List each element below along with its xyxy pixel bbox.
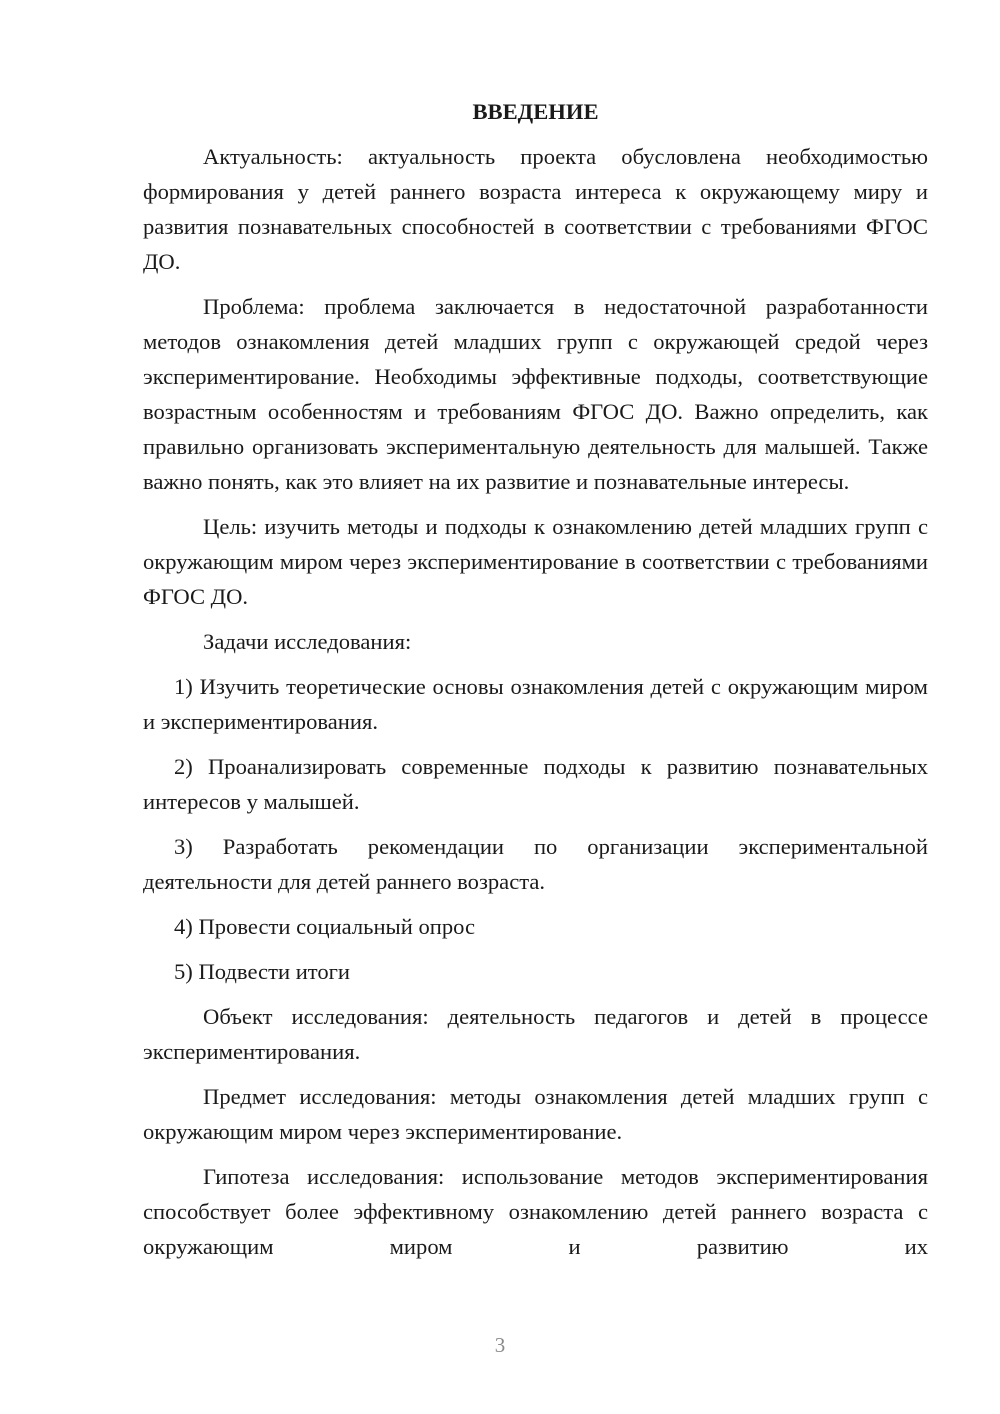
page-content	[143, 94, 928, 1264]
paragraph-tasks-heading: Задачи исследования:	[203, 629, 412, 654]
section-heading: ВВЕДЕНИЕ	[472, 99, 599, 124]
paragraph-relevance: Актуальность: актуальность проекта обусловлена необходимостью формирования у детей раннего возраста интереса к окружающему миру и развития познавательных способностей в соответствии с требованиями ФГОС ДО.	[143, 144, 928, 274]
page-number: 3	[494, 1333, 506, 1357]
paragraph-problem: Проблема: проблема заключается в недостаточной разработанности методов ознакомления детей младших групп с окружающей средой через экспериментирование. Необходимы эффективные подходы, соответствующие возрастным особенностям и требованиям ФГОС ДО. Важно определить, как правильно организовать экспериментальную деятельность для малышей. Также важно понять, как это влияет на их развитие и познавательные интересы.	[143, 294, 928, 494]
paragraph-goal: Цель: изучить методы и подходы к ознакомлению детей младших групп с окружающим миром через экспериментирование в соответствии с требованиями ФГОС ДО.	[143, 514, 928, 609]
task-item-4: 4) Провести социальный опрос	[174, 914, 476, 939]
paragraph-object: Объект исследования: деятельность педагогов и детей в процессе экспериментирования.	[143, 1004, 928, 1064]
task-item-2: 2) Проанализировать современные подходы к развитию познавательных интересов у малышей.	[143, 754, 928, 814]
task-item-1: 1) Изучить теоретические основы ознакомления детей с окружающим миром и экспериментирования.	[143, 674, 928, 734]
paragraph-subject: Предмет исследования: методы ознакомления детей младших групп с окружающим миром через экспериментирование.	[143, 1084, 928, 1144]
task-item-5: 5) Подвести итоги	[174, 959, 351, 984]
task-item-3: 3) Разработать рекомендации по организации экспериментальной деятельности для детей раннего возраста.	[143, 834, 928, 894]
paragraph-hypothesis: Гипотеза исследования: использование методов экспериментирования способствует более эффективному ознакомлению детей раннего возраста с окружающим миром и развитию их	[143, 1164, 928, 1259]
